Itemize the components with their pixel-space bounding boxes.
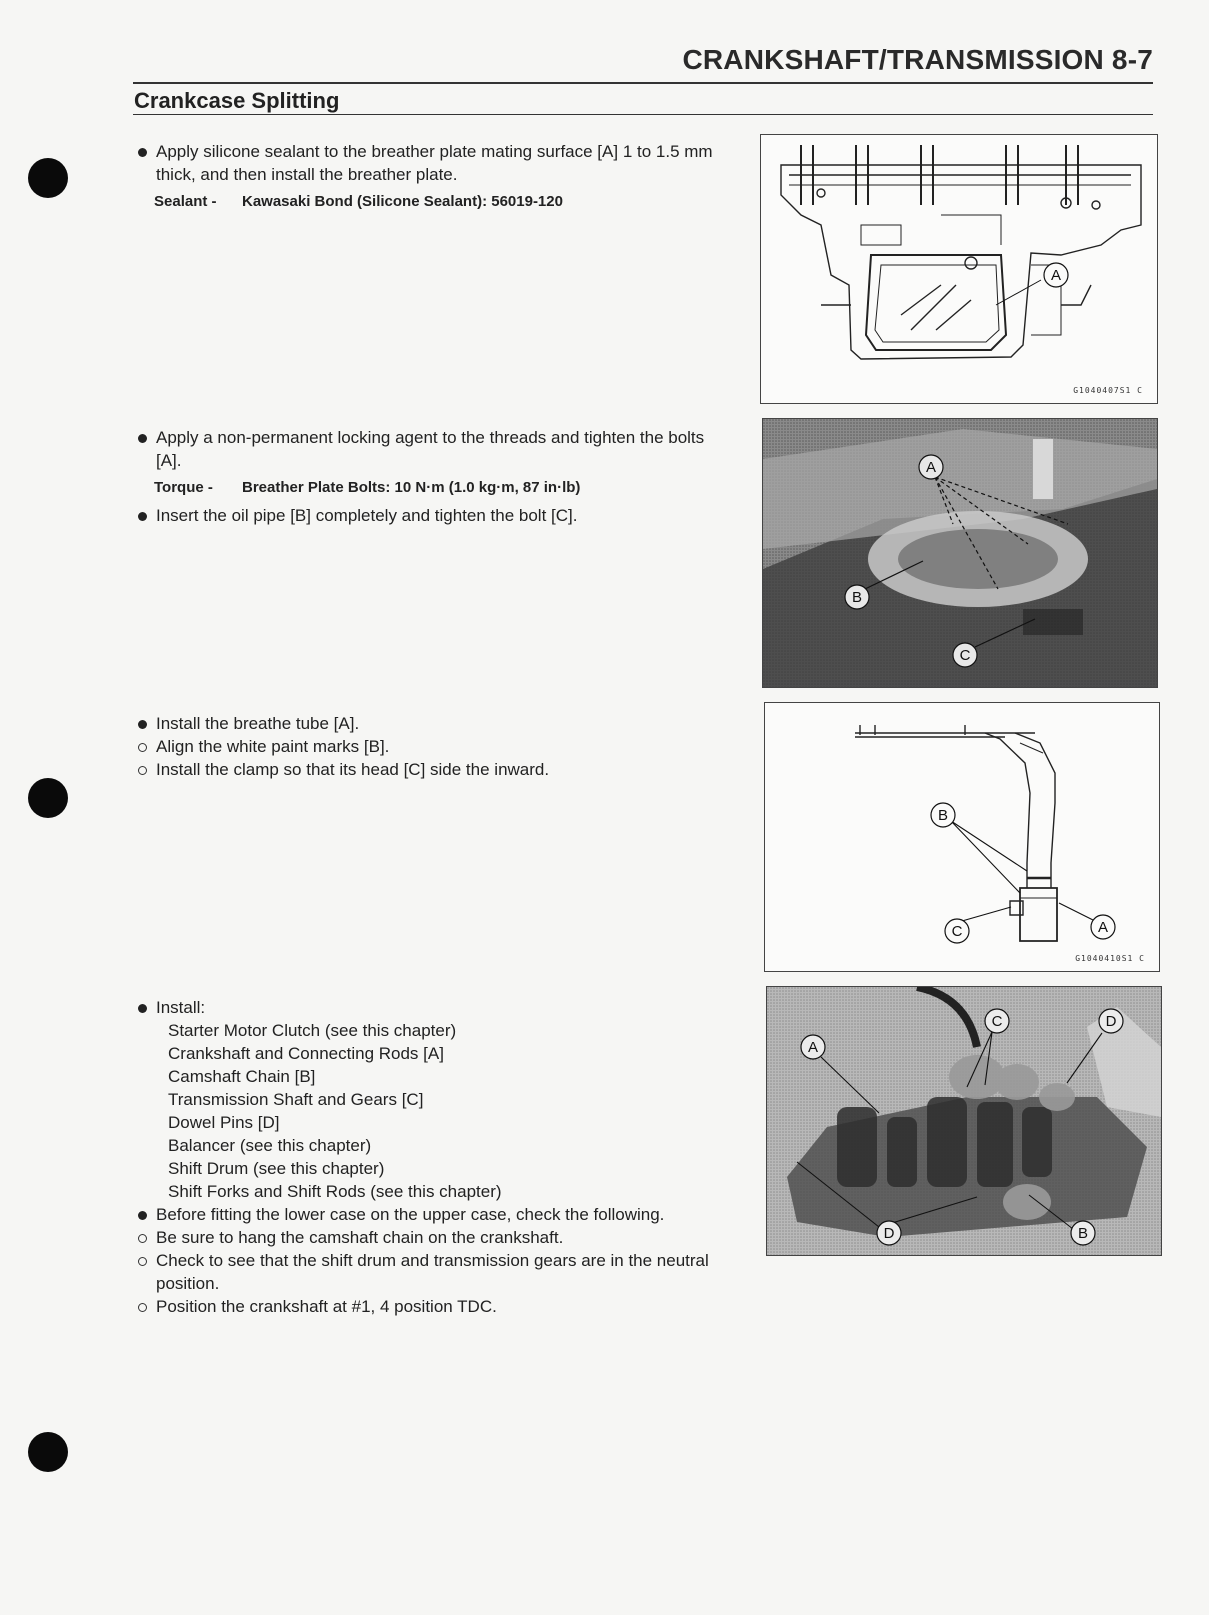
figure-breather-plate-drawing (760, 134, 1158, 404)
svg-text:B: B (851, 589, 863, 606)
bullet-open-icon (138, 743, 147, 752)
install-list (138, 1019, 738, 1203)
step-text: Apply silicone sealant to the breather plate mating surface [A] 1 to 1.5 mm thick, and then install the breather plate. (156, 142, 713, 184)
list-item: Crankshaft and Connecting Rods [A] (168, 1044, 444, 1063)
step-item (138, 426, 733, 472)
sub-step-text: Install the clamp so that its head [C] side the inward. (156, 760, 550, 779)
callout-a (919, 455, 943, 479)
figure-transmission-photo (766, 986, 1162, 1256)
step-text: Insert the oil pipe [B] completely and tighten the bolt [C]. (156, 506, 578, 525)
list-item: Balancer (see this chapter) (168, 1136, 372, 1155)
sub-step-text: Be sure to hang the camshaft chain on the crankshaft. (156, 1228, 564, 1247)
callout-b (845, 585, 869, 609)
list-item: Camshaft Chain [B] (168, 1067, 316, 1086)
section-rule (133, 114, 1153, 115)
punch-hole-bottom (28, 1432, 68, 1472)
sealant-spec (154, 190, 733, 213)
sub-step-item (138, 758, 738, 781)
step-text: Install the breathe tube [A]. (156, 714, 360, 733)
step-block-3 (138, 712, 738, 781)
sub-step-text: Align the white paint marks [B]. (156, 737, 390, 756)
svg-text:D: D (1105, 1013, 1117, 1030)
svg-text:B: B (1077, 1225, 1089, 1242)
step-block-4 (138, 996, 738, 1318)
svg-text:B: B (937, 807, 949, 824)
page-header-title: CRANKSHAFT/TRANSMISSION 8-7 (682, 44, 1153, 75)
step-item (138, 712, 738, 735)
callout-c (985, 1009, 1009, 1033)
step-item (138, 504, 733, 527)
svg-text:C: C (951, 923, 963, 940)
sub-step-item (138, 1295, 738, 1318)
callout-b (931, 803, 955, 827)
step-text: Install: (156, 998, 206, 1017)
bullet-filled-icon (138, 1004, 147, 1013)
spec-label: Sealant - (154, 193, 217, 210)
torque-spec (154, 476, 733, 499)
callout-b (1071, 1221, 1095, 1245)
section-title: Crankcase Splitting (134, 88, 340, 113)
bullet-open-icon (138, 1234, 147, 1243)
figure-oil-pipe-photo (762, 418, 1158, 688)
svg-text:D: D (883, 1225, 895, 1242)
callout-a (996, 263, 1068, 305)
callout-a (801, 1035, 825, 1059)
bullet-open-icon (138, 766, 147, 775)
callout-c (953, 643, 977, 667)
spec-label: Torque - (154, 479, 213, 496)
figure-breather-tube-drawing (764, 702, 1160, 972)
step-item (138, 996, 738, 1019)
callout-d (1099, 1009, 1123, 1033)
figure-code: G1040407S1 C (1073, 386, 1143, 395)
svg-text:C: C (959, 647, 971, 664)
svg-text:A: A (807, 1039, 819, 1056)
step-block-2 (138, 426, 733, 527)
bullet-open-icon (138, 1257, 147, 1266)
sub-step-item (138, 1226, 738, 1249)
bullet-filled-icon (138, 1211, 147, 1220)
list-item: Starter Motor Clutch (see this chapter) (168, 1021, 457, 1040)
step-text: Apply a non-permanent locking agent to the threads and tighten the bolts [A]. (156, 428, 705, 470)
bullet-open-icon (138, 1303, 147, 1312)
svg-text:C: C (991, 1013, 1003, 1030)
step-item (138, 1203, 738, 1226)
list-item: Dowel Pins [D] (168, 1113, 280, 1132)
svg-text:A: A (1050, 267, 1062, 284)
punch-hole-middle (28, 778, 68, 818)
step-item (138, 140, 733, 186)
svg-text:A: A (925, 459, 937, 476)
punch-hole-top (28, 158, 68, 198)
step-text: Before fitting the lower case on the upper case, check the following. (156, 1205, 665, 1224)
sub-step-text: Position the crankshaft at #1, 4 position TDC. (156, 1297, 497, 1316)
sub-step-text: Check to see that the shift drum and transmission gears are in the neutral position. (156, 1251, 709, 1293)
sub-step-item (138, 1249, 738, 1295)
callout-d (877, 1221, 901, 1245)
svg-text:A: A (1097, 919, 1109, 936)
step-block-1 (138, 140, 733, 213)
list-item: Transmission Shaft and Gears [C] (168, 1090, 424, 1109)
spec-value: Kawasaki Bond (Silicone Sealant): 56019-120 (242, 193, 563, 210)
sub-step-item (138, 735, 738, 758)
list-item: Shift Forks and Shift Rods (see this chapter) (168, 1182, 502, 1201)
callout-a (1091, 915, 1115, 939)
bullet-filled-icon (138, 148, 147, 157)
header-rule (133, 82, 1153, 84)
spec-value: Breather Plate Bolts: 10 N·m (1.0 kg·m, 87 in·lb) (242, 479, 581, 496)
bullet-filled-icon (138, 512, 147, 521)
figure-code: G1040410S1 C (1075, 954, 1145, 963)
bullet-filled-icon (138, 720, 147, 729)
callout-c (945, 919, 969, 943)
bullet-filled-icon (138, 434, 147, 443)
list-item: Shift Drum (see this chapter) (168, 1159, 385, 1178)
